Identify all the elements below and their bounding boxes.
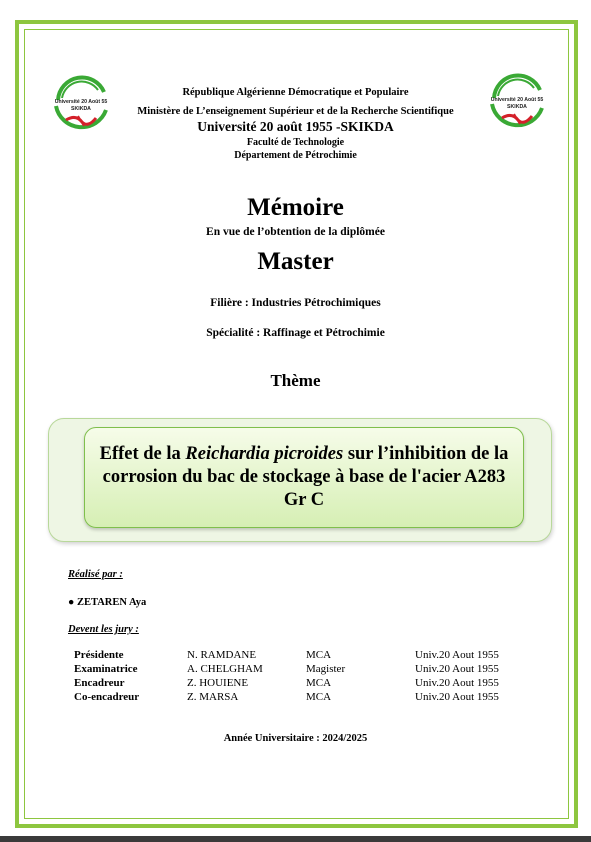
jury-institution: Univ.20 Aout 1955 — [415, 649, 499, 661]
filiere-line: Filière : Industries Pétrochimiques — [210, 297, 381, 309]
department-heading: Département de Pétrochimie — [234, 150, 357, 161]
svg-text:SKIKDA: SKIKDA — [507, 104, 527, 110]
jury-name: N. RAMDANE — [187, 649, 257, 661]
jury-grade: MCA — [306, 649, 332, 661]
author-label: Réalisé par : — [68, 569, 123, 580]
republic-heading: République Algérienne Démocratique et Populaire — [182, 87, 409, 98]
theme-label: Thème — [270, 371, 321, 390]
jury-grade: MCA — [306, 691, 332, 703]
bottom-edge-bar — [0, 836, 591, 842]
specialite-line: Spécialité : Raffinage et Pétrochimie — [206, 327, 385, 339]
jury-role: Co-encadreur — [74, 691, 140, 703]
memoire-title: Mémoire — [247, 194, 344, 221]
author-name: ● ZETAREN Aya — [68, 597, 147, 608]
academic-year: Année Universitaire : 2024/2025 — [223, 733, 368, 744]
faculty-heading: Faculté de Technologie — [246, 137, 345, 148]
university-heading: Université 20 août 1955 -SKIKDA — [197, 119, 394, 134]
jury-name: Z. MARSA — [187, 691, 239, 703]
thesis-title-box — [84, 427, 524, 528]
jury-grade: MCA — [306, 677, 332, 689]
jury-label: Devent les jury : — [68, 624, 139, 635]
thesis-title-part2: sur l’inhibition de la corrosion du bac de stockage à base de l'acier A283 Gr C — [102, 444, 509, 510]
jury-role: Encadreur — [74, 677, 125, 689]
svg-text:Université 20 Août 55: Université 20 Août 55 — [54, 99, 108, 105]
jury-grade: Magister — [306, 663, 346, 675]
thesis-title-part1: Effet de la — [99, 444, 186, 464]
svg-text:Université 20 Août 55: Université 20 Août 55 — [490, 97, 544, 103]
jury-institution: Univ.20 Aout 1955 — [415, 663, 499, 675]
thesis-title-species: Reichardia picroides — [185, 444, 344, 464]
jury-institution: Univ.20 Aout 1955 — [415, 691, 499, 703]
ministry-heading: Ministère de L’enseignement Supérieur et de la Recherche Scientifique — [137, 106, 454, 117]
thesis-title — [94, 443, 514, 512]
jury-name: A. CHELGHAM — [187, 663, 263, 675]
jury-role: Examinatrice — [74, 663, 138, 675]
degree-title: Master — [257, 248, 334, 275]
jury-name: Z. HOUIENE — [187, 677, 249, 689]
jury-role: Présidente — [74, 649, 124, 661]
svg-text:SKIKDA: SKIKDA — [71, 106, 91, 112]
memoire-subtitle: En vue de l’obtention de la diplômée — [206, 226, 385, 238]
jury-institution: Univ.20 Aout 1955 — [415, 677, 499, 689]
